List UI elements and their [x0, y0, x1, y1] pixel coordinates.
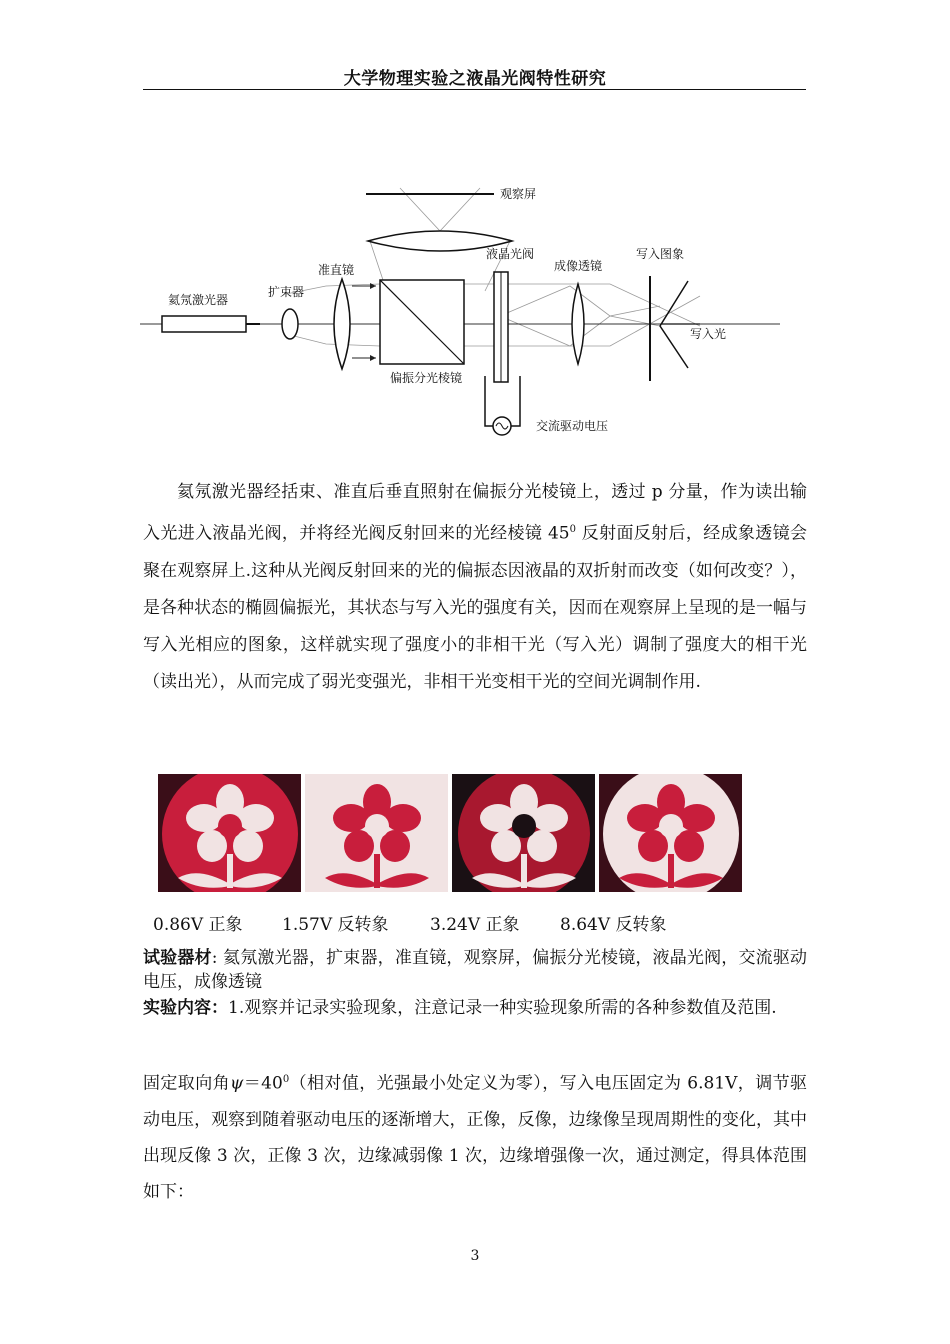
procedure-text-1: 固定取向角 [143, 1073, 231, 1094]
label-laser: 氦氖激光器 [168, 293, 229, 307]
label-pbs: 偏振分光棱镜 [390, 371, 463, 385]
content-label: 实验内容： [143, 998, 228, 1018]
materials-section [143, 946, 807, 994]
label-write-light: 写入光 [690, 327, 727, 341]
body-superscript: 0 [569, 524, 576, 535]
procedure-text-3: （相对值，光强最小处定义为零），写入电压固定为 6.81V，调节驱动电压，观察到随着驱动电压的逐渐增大，正像，反像，边缘像呈现周期性的变化，其中出现反像 3 次，正像 3 次，边缘减弱像 1 次，边缘增强像一次，通过测定，得具体范围如下： [143, 1073, 808, 1202]
materials-text: : 氦氖激光器，扩束器，准直镜，观察屏，偏振分光棱镜，液晶光阀，交流驱动电压，成像透镜 [143, 948, 808, 992]
laser-body [162, 316, 246, 332]
flower-photo-4 [599, 774, 742, 892]
caption-3: 3.24V 正象 [430, 915, 520, 935]
flower-photo-3 [452, 774, 595, 892]
beam-expander [282, 309, 298, 339]
page-number: 3 [470, 1248, 480, 1264]
body-text-1: 氦氖激光器经括束、准直后垂直照射在偏振分光棱镜上，透过 p 分量，作为读出输入光进入液晶光阀，并将经光阀反射回来的光经棱镜 45 [143, 482, 807, 544]
label-screen: 观察屏 [500, 187, 537, 201]
imaging-lens-right [572, 284, 584, 364]
label-write-image: 写入图象 [636, 247, 685, 261]
label-expander: 扩束器 [268, 285, 305, 299]
body-text-2: 反射面反射后，经成象透镜会聚在观察屏上.这种从光阀反射回来的光的偏振态因液晶的双折射而改变（如何改变？），是各种状态的椭圆偏振光，其状态与写入光的强度有关，因而在观察屏上呈现的是一幅与写入光相应的图象，这样就实现了强度小的非相干光（写入光）调制了强度大的相干光（读出光），从而完成了弱光变强光，非相干光变相干光的空间光调制作用. [143, 523, 808, 692]
collimator-lens [334, 279, 350, 369]
label-ac-drive: 交流驱动电压 [536, 419, 609, 433]
body-paragraph [143, 474, 807, 701]
content-section [143, 996, 807, 1020]
content-text: 1.观察并记录实验现象，注意记录一种实验现象所需的各种参数值及范围. [228, 998, 777, 1018]
label-lc-valve: 液晶光阀 [486, 247, 535, 261]
procedure-paragraph [143, 1062, 807, 1210]
header-rule [143, 89, 806, 90]
materials-label: 试验器材 [143, 948, 212, 968]
procedure-superscript: 0 [282, 1074, 290, 1085]
psi-symbol: ψ [230, 1073, 244, 1094]
label-imaging-lens: 成像透镜 [554, 259, 603, 273]
label-collimator: 准直镜 [318, 263, 355, 277]
optical-setup-diagram [140, 176, 780, 446]
page-header-title: 大学物理实验之液晶光阀特性研究 [343, 69, 607, 89]
flower-photo-1 [158, 774, 301, 892]
caption-1: 0.86V 正象 [153, 915, 243, 935]
procedure-text-2: ＝40 [243, 1073, 283, 1094]
caption-4: 8.64V 反转象 [560, 915, 667, 935]
caption-2: 1.57V 反转象 [282, 915, 389, 935]
flower-photo-2 [305, 774, 448, 892]
